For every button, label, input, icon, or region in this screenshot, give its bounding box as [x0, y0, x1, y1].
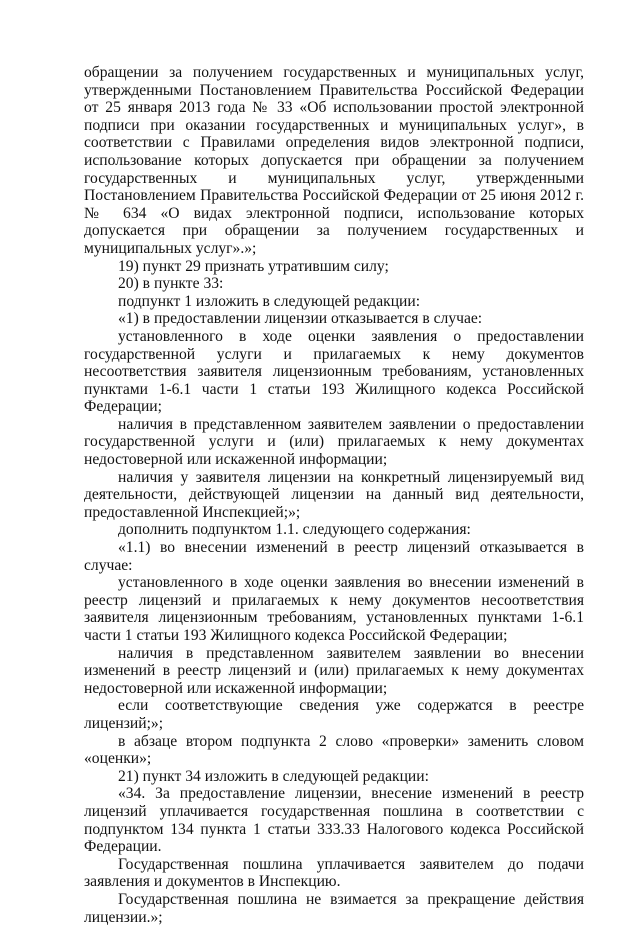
paragraph: Государственная пошлина уплачивается заявителем до подачи заявления и документов в Инспекцию.: [84, 855, 584, 891]
paragraph: наличия в представленном заявителем заявлении о предоставлении государственной услуги и (или) прилагаемых к нему документах недостоверной или искаженной информации;: [84, 415, 584, 469]
paragraph: обращении за получением государственных и муниципальных услуг, утвержденными Постановлением Правительства Российской Федерации от 25 января 2013 года № 33 «Об использовании простой электронной подписи при оказании государственных и муниципальных услуг», в соответствии с Правилами определения видов электронной подписи, использование которых допускается при обращении за получением государственных и муниципальных услуг, утвержденными Постановлением Правительства Российской Федерации от 25 июня 2012 г. № 634 «О видах электронной подписи, использование которых допускается при обращении за получением государственных и муниципальных услуг».»;: [84, 64, 584, 257]
paragraph: если соответствующие сведения уже содержатся в реестре лицензий;»;: [84, 697, 584, 732]
paragraph: «1) в предоставлении лицензии отказывается в случае:: [118, 310, 483, 328]
paragraph: установленного в ходе оценки заявления во внесении изменений в реестр лицензий и прилагаемых к нему документов несоответствия заявителя лицензионным требованиям, установленных пунктами 1-6.1 части 1 статьи 193 Жилищного кодекса Российской Федерации;: [84, 574, 584, 644]
paragraph: дополнить подпунктом 1.1. следующего содержания:: [118, 521, 471, 539]
paragraph: «1.1) во внесении изменений в реестр лицензий отказывается в случае:: [84, 539, 584, 574]
paragraph: установленного в ходе оценки заявления о предоставлении государственной услуги и прилагаемых к нему документов несоответствия заявителя лицензионным требованиям, установленных пунктами 1-6.1 части 1 статьи 193 Жилищного кодекса Российской Федерации;: [84, 327, 584, 416]
paragraph: «34. За предоставление лицензии, внесение изменений в реестр лицензий уплачивается государственная пошлина в соответствии с подпунктом 134 пункта 1 статьи 333.33 Налогового кодекса Российской Федерации.: [84, 785, 584, 856]
paragraph: наличия у заявителя лицензии на конкретный лицензируемый вид деятельности, действующей лицензии на данный вид деятельности, предоставленной Инспекцией;»;: [84, 468, 584, 521]
document-page: [84, 64, 584, 926]
paragraph: Государственная пошлина не взимается за прекращение действия лицензии.»;: [84, 890, 584, 926]
paragraph: 19) пункт 29 признать утратившим силу;: [118, 257, 389, 275]
paragraph: 21) пункт 34 изложить в следующей редакции:: [118, 767, 429, 785]
paragraph: в абзаце втором подпункта 2 слово «проверки» заменить словом «оценки»;: [84, 732, 584, 768]
paragraph: подпункт 1 изложить в следующей редакции:: [118, 292, 421, 310]
paragraph: 20) в пункте 33:: [118, 275, 224, 293]
paragraph: наличия в представленном заявителем заявлении во внесении изменений в реестр лицензий и (или) прилагаемых к нему документах недостоверной или искаженной информации;: [84, 644, 584, 697]
